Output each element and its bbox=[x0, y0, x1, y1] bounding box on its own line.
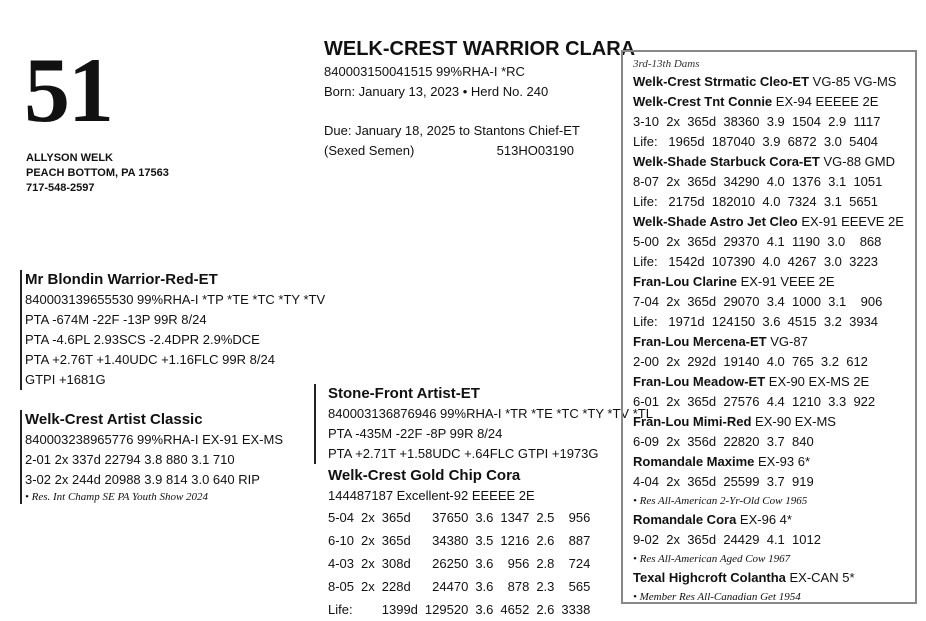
dam-entry-name: Fran-Lou Meadow-ET bbox=[633, 374, 766, 389]
dam-entry-note: • Res All-American 2-Yr-Old Cow 1965 bbox=[633, 495, 808, 507]
dam-entry-record: Life: 1542d 107390 4.0 4267 3.0 3223 bbox=[633, 254, 879, 269]
granddam-record-cell: 956 bbox=[507, 556, 530, 571]
due-semen-row bbox=[324, 141, 574, 161]
dams-box bbox=[633, 56, 913, 606]
granddam-record-cell: 8-05 bbox=[328, 579, 355, 594]
dam-entry-record: Life: 1965d 187040 3.9 6872 3.0 5404 bbox=[633, 134, 879, 149]
granddam-record-cell: 2x bbox=[361, 510, 375, 525]
sire-line: 840003139655530 99%RHA-I *TP *TE *TC *TY *TV bbox=[25, 292, 326, 307]
granddam-record-cell: 4652 bbox=[500, 602, 530, 617]
granddam-record-cell: 3.5 bbox=[475, 533, 494, 548]
sire-line: PTA -4.6PL 2.93SCS -2.4DPR 2.9%DCE bbox=[25, 332, 260, 347]
granddam-record-row bbox=[328, 529, 597, 552]
dam-entry-note: • Member Res All-Canadian Get 1954 bbox=[633, 591, 801, 603]
sire-line: PTA +2.76T +1.40UDC +1.16FLC 99R 8/24 bbox=[25, 352, 275, 367]
dam-line: 3-02 2x 244d 20988 3.9 814 3.0 640 RIP bbox=[25, 472, 260, 487]
animal-id-line: 840003150041515 99%RHA-I *RC bbox=[324, 64, 525, 79]
dam-entry-name: Welk-Crest Tnt Connie bbox=[633, 94, 773, 109]
granddam-record-cell: 5-04 bbox=[328, 510, 355, 525]
granddam-record-cell: 4-03 bbox=[328, 556, 355, 571]
granddam-record-cell: 3.6 bbox=[475, 510, 494, 525]
dam-entry-classification: VG-85 VG-MS bbox=[809, 74, 897, 89]
granddam-record-row bbox=[328, 575, 597, 598]
dam-entry-name: Welk-Crest Strmatic Cleo-ET bbox=[633, 74, 810, 89]
dam-entry-title bbox=[633, 152, 913, 172]
dam-entry-record: Life: 2175d 182010 4.0 7324 3.1 5651 bbox=[633, 194, 879, 209]
dam-entry-record: 5-00 2x 365d 29370 4.1 1190 3.0 868 bbox=[633, 234, 882, 249]
granddam-record-cell: 2.5 bbox=[536, 510, 555, 525]
maternal-sire-line: 840003136876946 99%RHA-I *TR *TE *TC *TY *TV *TL bbox=[328, 406, 653, 421]
dam-entry-name: Welk-Shade Astro Jet Cleo bbox=[633, 214, 798, 229]
dam-entry-title bbox=[633, 568, 913, 588]
dam-entry-name: Texal Highcroft Colantha bbox=[633, 570, 786, 585]
dam-entry-classification: EX-91 EEEVE 2E bbox=[797, 214, 904, 229]
granddam-id-line: 144487187 Excellent-92 EEEEE 2E bbox=[328, 488, 535, 503]
granddam-record-cell: 1399d bbox=[381, 602, 418, 617]
dam-entry-title bbox=[633, 212, 913, 232]
dams-list bbox=[633, 72, 913, 606]
granddam-record-cell: 2.8 bbox=[536, 556, 555, 571]
granddam-record-cell: 26250 bbox=[432, 556, 469, 571]
granddam-record-cell: 1347 bbox=[500, 510, 530, 525]
dam-entry-title bbox=[633, 72, 913, 92]
granddam-record-cell: 37650 bbox=[432, 510, 469, 525]
dam-entry-record: 6-09 2x 356d 22820 3.7 840 bbox=[633, 434, 814, 449]
maternal-sire-line: PTA -435M -22F -8P 99R 8/24 bbox=[328, 426, 503, 441]
granddam-record-cell: 24470 bbox=[432, 579, 469, 594]
dam-entry-name: Romandale Cora bbox=[633, 512, 737, 527]
dam-entry-name: Romandale Maxime bbox=[633, 454, 755, 469]
granddam-record-cell: Life: bbox=[328, 602, 353, 617]
dam-entry-record: 9-02 2x 365d 24429 4.1 1012 bbox=[633, 532, 821, 547]
consignor-location: PEACH BOTTOM, PA 17563 bbox=[26, 167, 169, 179]
granddam-record-cell: 2.6 bbox=[536, 533, 555, 548]
dam-entry-title bbox=[633, 332, 913, 352]
granddam-record-cell: 2.3 bbox=[536, 579, 555, 594]
dam-entry-name: Fran-Lou Mercena-ET bbox=[633, 334, 767, 349]
granddam-record-cell: 2.6 bbox=[536, 602, 555, 617]
dam-entry-record: 4-04 2x 365d 25599 3.7 919 bbox=[633, 474, 814, 489]
granddam-record-cell: 3.6 bbox=[475, 579, 494, 594]
granddam-record-cell: 3.6 bbox=[475, 602, 494, 617]
dam-entry-classification: EX-91 VEEE 2E bbox=[737, 274, 835, 289]
granddam-block bbox=[328, 466, 597, 621]
granddam-record-cell: 129520 bbox=[424, 602, 469, 617]
granddam-record-cell: 2x bbox=[361, 533, 375, 548]
dam-name: Welk-Crest Artist Classic bbox=[25, 411, 203, 428]
dam-entry-note: • Res All-American Aged Cow 1967 bbox=[633, 553, 791, 565]
dam-entry-classification: VG-88 GMD bbox=[819, 154, 895, 169]
granddam-record-cell: 34380 bbox=[432, 533, 469, 548]
granddam-record-cell: 887 bbox=[568, 533, 591, 548]
maternal-sire-name: Stone-Front Artist-ET bbox=[328, 385, 480, 402]
dam-entry-classification: EX-90 EX-MS bbox=[751, 414, 836, 429]
granddam-record-row bbox=[328, 506, 597, 529]
dam-entry-name: Welk-Shade Starbuck Cora-ET bbox=[633, 154, 820, 169]
sire-line: PTA -674M -22F -13P 99R 8/24 bbox=[25, 312, 207, 327]
dam-entry-name: Fran-Lou Clarine bbox=[633, 274, 738, 289]
granddam-record-cell: 878 bbox=[507, 579, 530, 594]
maternal-sire-line: PTA +2.71T +1.58UDC +.64FLC GTPI +1973G bbox=[328, 446, 599, 461]
dams-box-heading: 3rd-13th Dams bbox=[633, 58, 700, 70]
granddam-record-cell: 365d bbox=[381, 510, 411, 525]
dam-entry-record: 6-01 2x 365d 27576 4.4 1210 3.3 922 bbox=[633, 394, 876, 409]
dam-entry-classification: EX-90 EX-MS 2E bbox=[765, 374, 870, 389]
dam-note: • Res. Int Champ SE PA Youth Show 2024 bbox=[25, 491, 209, 503]
sire-name: Mr Blondin Warrior-Red-ET bbox=[25, 271, 218, 288]
sire-line: GTPI +1681G bbox=[25, 372, 106, 387]
dam-entry-classification: VG-87 bbox=[766, 334, 808, 349]
dam-entry-record: 8-07 2x 365d 34290 4.0 1376 3.1 1051 bbox=[633, 174, 883, 189]
consignor-phone: 717-548-2597 bbox=[26, 182, 95, 194]
sire-block bbox=[20, 270, 325, 390]
dam-entry-record: Life: 1971d 124150 3.6 4515 3.2 3934 bbox=[633, 314, 879, 329]
granddam-records-table bbox=[328, 506, 597, 621]
animal-name: WELK-CREST WARRIOR CLARA bbox=[324, 38, 636, 60]
consignor-block bbox=[26, 151, 169, 196]
animal-born-line: Born: January 13, 2023 • Herd No. 240 bbox=[324, 84, 549, 99]
dam-line: 2-01 2x 337d 22794 3.8 880 3.1 710 bbox=[25, 452, 235, 467]
granddam-record-cell: 724 bbox=[568, 556, 591, 571]
due-semen-type: (Sexed Semen) bbox=[324, 143, 415, 158]
granddam-record-cell: 3338 bbox=[561, 602, 591, 617]
granddam-record-cell: 228d bbox=[381, 579, 411, 594]
consignor-name: ALLYSON WELK bbox=[26, 152, 113, 164]
dam-entry-record: 2-00 2x 292d 19140 4.0 765 3.2 612 bbox=[633, 354, 868, 369]
dam-entry-title bbox=[633, 412, 913, 432]
granddam-record-cell: 308d bbox=[381, 556, 411, 571]
dam-entry-classification: EX-94 EEEEE 2E bbox=[772, 94, 879, 109]
dam-entry-record: 3-10 2x 365d 38360 3.9 1504 2.9 1117 bbox=[633, 114, 881, 129]
dam-block bbox=[20, 410, 283, 504]
dam-entry-name: Fran-Lou Mimi-Red bbox=[633, 414, 752, 429]
dam-entry-title bbox=[633, 372, 913, 392]
dam-entry-classification: EX-93 6* bbox=[754, 454, 811, 469]
granddam-record-cell: 6-10 bbox=[328, 533, 355, 548]
due-block bbox=[324, 121, 580, 161]
dam-entry-title bbox=[633, 272, 913, 292]
lot-number: 51 bbox=[24, 39, 112, 141]
dam-entry-title bbox=[633, 452, 913, 472]
dam-entry-classification: EX-96 4* bbox=[736, 512, 792, 527]
granddam-record-cell: 1216 bbox=[500, 533, 530, 548]
granddam-record-cell: 3.6 bbox=[475, 556, 494, 571]
dam-entry-classification: EX-CAN 5* bbox=[785, 570, 855, 585]
dam-entry-record: 7-04 2x 365d 29070 3.4 1000 3.1 906 bbox=[633, 294, 883, 309]
granddam-record-cell: 2x bbox=[361, 579, 375, 594]
animal-header bbox=[324, 36, 635, 102]
dam-line: 840003238965776 99%RHA-I EX-91 EX-MS bbox=[25, 432, 283, 447]
granddam-record-cell: 2x bbox=[361, 556, 375, 571]
granddam-record-cell: 956 bbox=[568, 510, 591, 525]
dam-entry-title bbox=[633, 92, 913, 112]
granddam-record-row bbox=[328, 552, 597, 575]
due-line: Due: January 18, 2025 to Stantons Chief-ET bbox=[324, 123, 580, 138]
dam-entry-title bbox=[633, 510, 913, 530]
granddam-record-cell: 565 bbox=[568, 579, 591, 594]
maternal-sire-block bbox=[314, 384, 653, 464]
granddam-record-cell: 365d bbox=[381, 533, 411, 548]
granddam-name: Welk-Crest Gold Chip Cora bbox=[328, 467, 521, 484]
due-semen-code: 513HO03190 bbox=[496, 143, 574, 158]
